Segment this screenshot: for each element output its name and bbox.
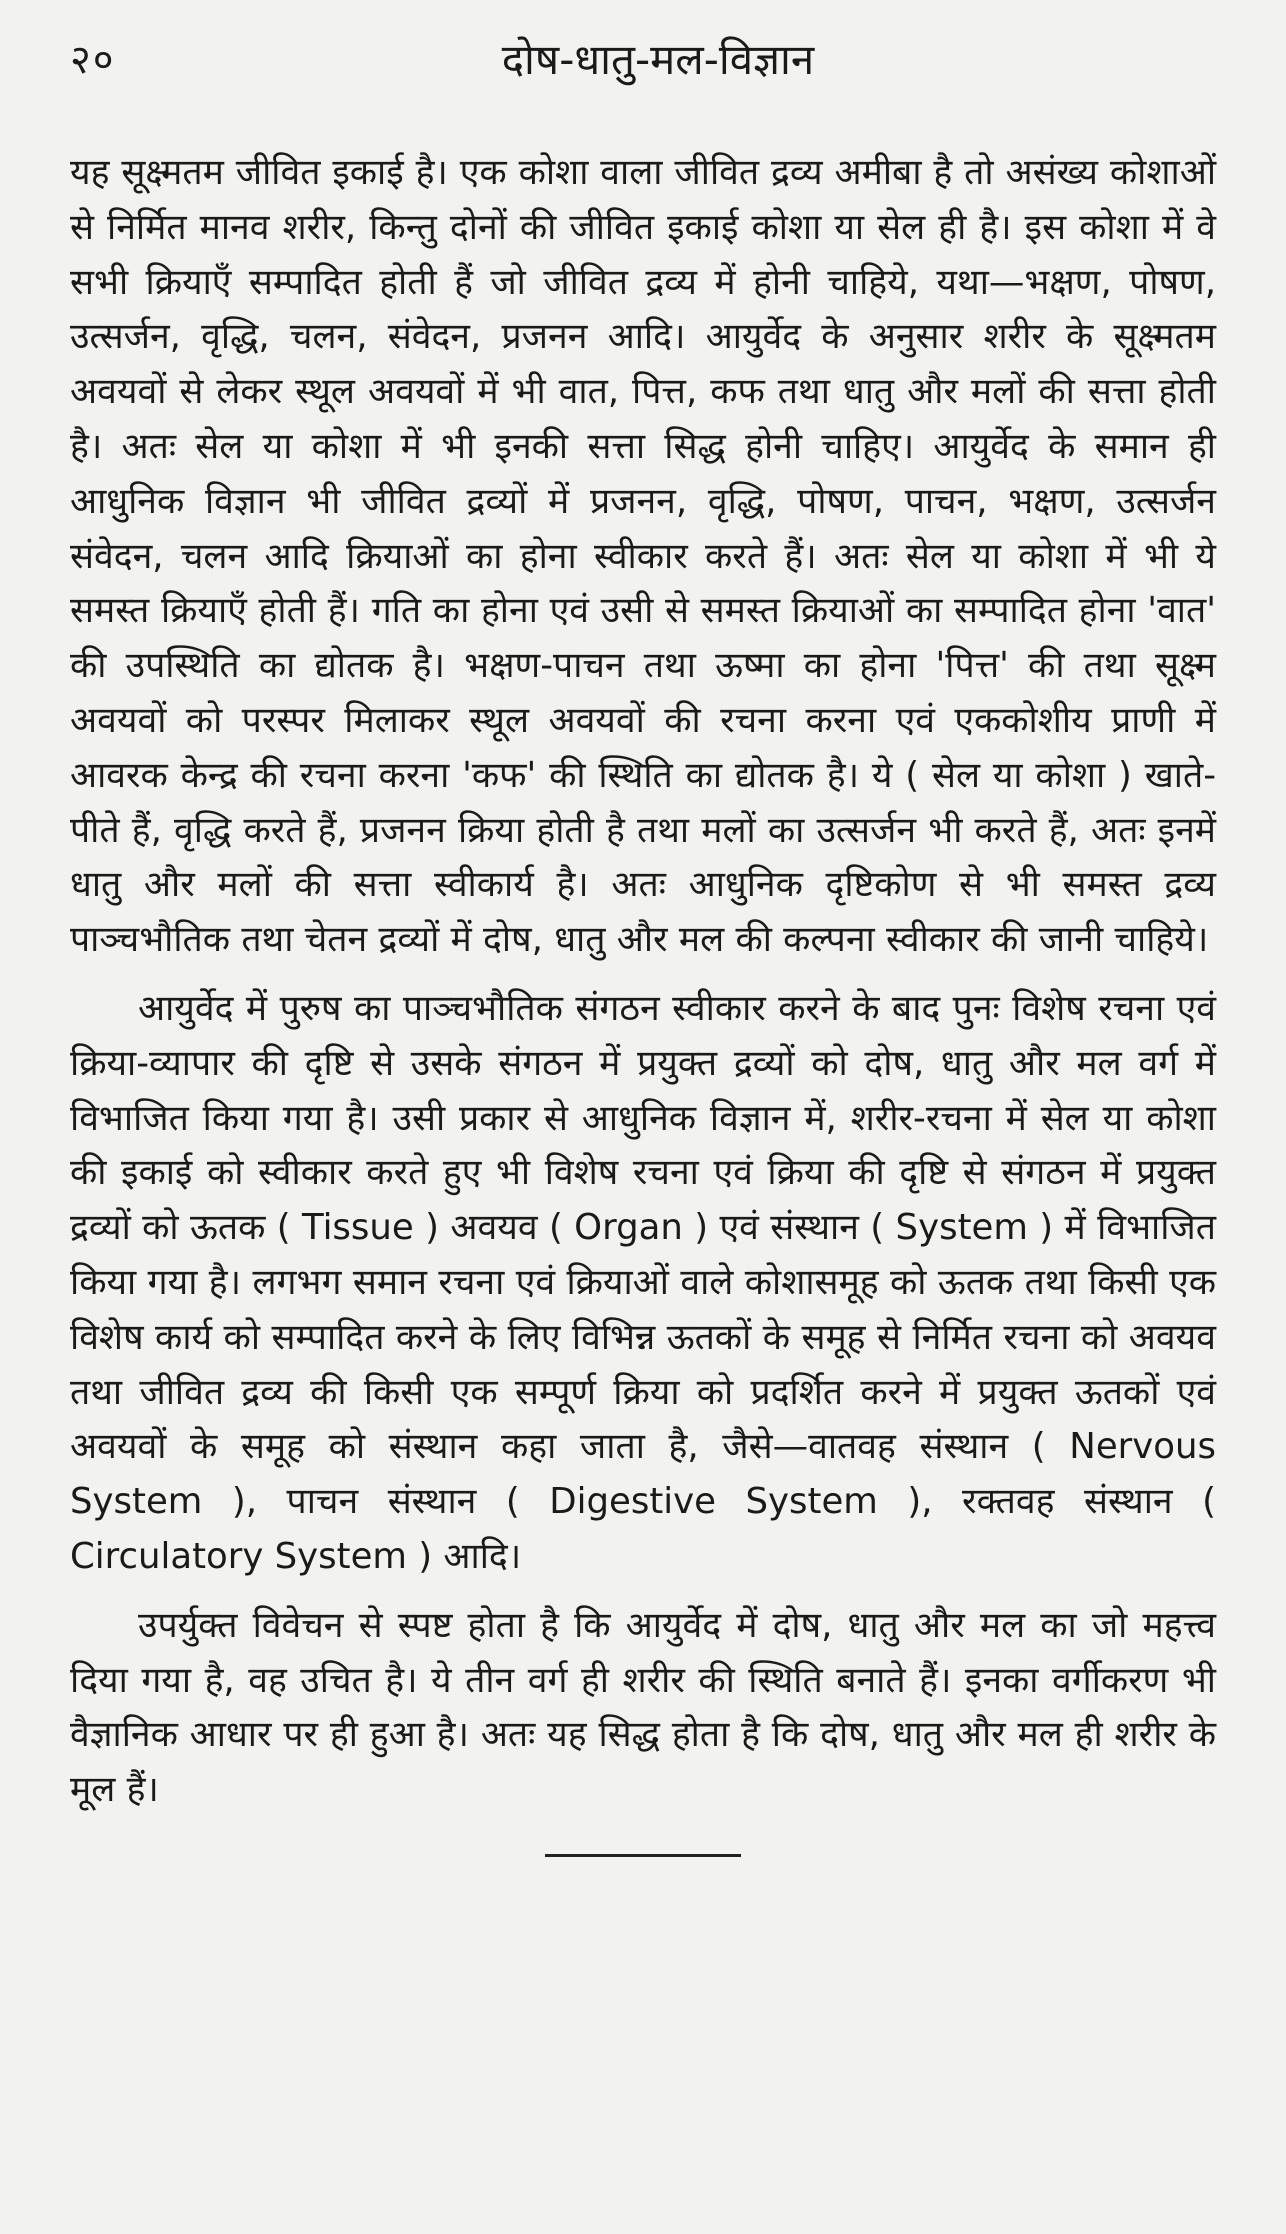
running-title: दोष-धातु-मल-विज्ञान bbox=[501, 35, 815, 84]
page-header bbox=[70, 22, 1216, 94]
paragraph-tissue-organ-system: आयुर्वेद में पुरुष का पाञ्चभौतिक संगठन स्वीकार करने के बाद पुनः विशेष रचना एवं क्रिया-व्यापार की दृष्टि से उसके संगठन में प्रयुक्त द्रव्यों को दोष, धातु और मल वर्ग में विभाजित किया गया है। उसी प्रकार से आधुनिक विज्ञान में, शरीर-रचना में सेल या कोशा की इकाई को स्वीकार करते हुए भी विशेष रचना एवं क्रिया की दृष्टि से संगठन में प्रयुक्त द्रव्यों को ऊतक ( Tissue ) अवयव ( Organ ) एवं संस्थान ( System ) में विभाजित किया गया है। लगभग समान रचना एवं क्रियाओं वाले कोशासमूह को ऊतक तथा किसी एक विशेष कार्य को सम्पादित करने के लिए विभिन्न ऊतकों के समूह से निर्मित रचना को अवयव तथा जीवित द्रव्य की किसी एक सम्पूर्ण क्रिया को प्रदर्शित करने में प्रयुक्त ऊतकों एवं अवयवों के समूह को संस्थान कहा जाता है, जैसे—वातवह संस्थान ( Nervous System ), पाचन संस्थान ( Digestive System ), रक्तवह संस्थान ( Circulatory System ) आदि। bbox=[70, 987, 1216, 1577]
page-number: २० bbox=[70, 37, 116, 83]
paragraph-cell-doctrine: यह सूक्ष्मतम जीवित इकाई है। एक कोशा वाला जीवित द्रव्य अमीबा है तो असंख्य कोशाओं से निर्मित मानव शरीर, किन्तु दोनों की जीवित इकाई कोशा या सेल ही है। इस कोशा में वे सभी क्रियाएँ सम्पादित होती हैं जो जीवित द्रव्य में होनी चाहिये, यथा—भक्षण, पोषण, उत्सर्जन, वृद्धि, चलन, संवेदन, प्रजनन आदि। आयुर्वेद के अनुसार शरीर के सूक्ष्मतम अवयवों से लेकर स्थूल अवयवों में भी वात, पित्त, कफ तथा धातु और मलों की सत्ता होती है। अतः सेल या कोशा में भी इनकी सत्ता सिद्ध होनी चाहिए। आयुर्वेद के समान ही आधुनिक विज्ञान भी जीवित द्रव्यों में प्रजनन, वृद्धि, पोषण, पाचन, भक्षण, उत्सर्जन संवेदन, चलन आदि क्रियाओं का होना स्वीकार करते हैं। अतः सेल या कोशा में भी ये समस्त क्रियाएँ होती हैं। गति का होना एवं उसी से समस्त क्रियाओं का सम्पादित होना 'वात' की उपस्थिति का द्योतक है। भक्षण-पाचन तथा ऊष्मा का होना 'पित्त' की तथा सूक्ष्म अवयवों को परस्पर मिलाकर स्थूल अवयवों की रचना करना एवं एककोशीय प्राणी में आवरक केन्द्र की रचना करना 'कफ' की स्थिति का द्योतक है। ये ( सेल या कोशा ) खाते-पीते हैं, वृद्धि करते हैं, प्रजनन क्रिया होती है तथा मलों का उत्सर्जन भी करते हैं, अतः इनमें धातु और मलों की सत्ता स्वीकार्य है। अतः आधुनिक दृष्टिकोण से भी समस्त द्रव्य पाञ्चभौतिक तथा चेतन द्रव्यों में दोष, धातु और मल की कल्पना स्वीकार की जानी चाहिये। bbox=[70, 152, 1216, 961]
body-text bbox=[70, 146, 1216, 1818]
paragraph-conclusion: उपर्युक्त विवेचन से स्पष्ट होता है कि आयुर्वेद में दोष, धातु और मल का जो महत्त्व दिया गया है, वह उचित है। ये तीन वर्ग ही शरीर की स्थिति बनाते हैं। इनका वर्गीकरण भी वैज्ञानिक आधार पर ही हुआ है। अतः यह सिद्ध होता है कि दोष, धातु और मल ही शरीर के मूल हैं। bbox=[70, 1604, 1216, 1811]
section-end-rule bbox=[545, 1854, 741, 1857]
